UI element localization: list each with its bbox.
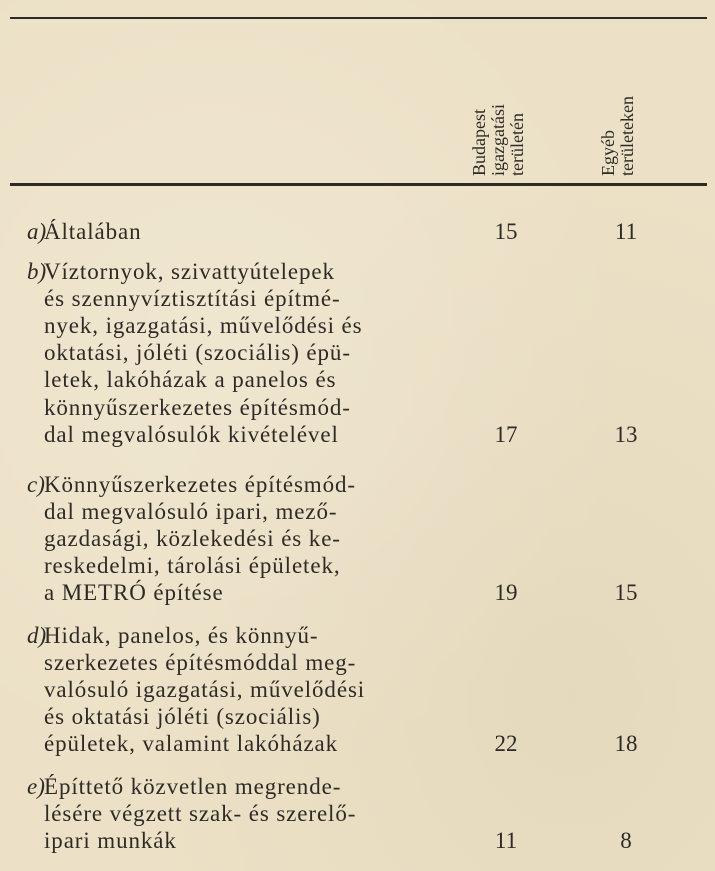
row-label-line: Általában [44, 219, 142, 244]
row-label-line: épületek, valamint lakóházak [44, 731, 339, 757]
value-other: 15 [614, 580, 638, 606]
column-header-budapest: Budapest igazgatási területén [469, 104, 527, 176]
value-budapest: 19 [494, 580, 518, 606]
row-label-line: oktatási, jóléti (szociális) épü- [44, 340, 351, 366]
value-budapest: 11 [494, 828, 518, 854]
row-label-line: és oktatási jóléti (szociális) [44, 704, 321, 730]
row-label-line: lésére végzett szak- és szerelő- [44, 801, 357, 827]
row-letter: b) [27, 259, 47, 284]
value-budapest: 15 [494, 219, 518, 244]
row-label-line: könnyűszerkezetes építésmód- [44, 394, 351, 420]
row-label-line: Hidak, panelos, és könnyű- [44, 623, 319, 648]
row-label-line: letek, lakóházak a panelos és [44, 367, 337, 393]
value-budapest: 22 [494, 731, 518, 757]
table-header-rule [10, 183, 707, 186]
row-label-line: gazdasági, közlekedési és ke- [44, 526, 341, 552]
row-label-line: Könnyűszerkezetes építésmód- [44, 472, 356, 497]
row-letter: c) [27, 472, 45, 497]
value-other: 11 [614, 219, 638, 244]
value-other: 13 [614, 421, 638, 447]
value-other: 18 [614, 731, 638, 757]
row-label-line: szerkezetes építésmóddal meg- [44, 650, 357, 676]
column-header-other: Egyéb területeken [598, 96, 637, 176]
row-label-line: Építtető közvetlen megrende- [44, 774, 342, 799]
row-letter: d) [27, 623, 47, 648]
row-label-line: nyek, igazgatási, művelődési és [44, 313, 363, 339]
row-label-line: dal megvalósuló ipari, mező- [44, 499, 338, 525]
value-other: 8 [620, 828, 632, 854]
row-label-line: és szennyvíztisztítási építmé- [44, 286, 341, 312]
value-budapest: 17 [494, 421, 518, 447]
row-label-line: ipari munkák [44, 828, 177, 854]
row-letter: e) [27, 774, 45, 799]
row-label-line: a METRÓ építése [44, 580, 224, 606]
row-label-line: dal megvalósulók kivételével [44, 421, 339, 447]
row-label-line: reskedelmi, tárolási épületek, [44, 553, 341, 579]
row-label-line: valósuló igazgatási, művelődési [44, 677, 366, 703]
table-top-rule [10, 17, 707, 19]
row-label-line: Víztornyok, szivattyútelepek [44, 259, 335, 284]
row-letter: a) [27, 219, 47, 244]
